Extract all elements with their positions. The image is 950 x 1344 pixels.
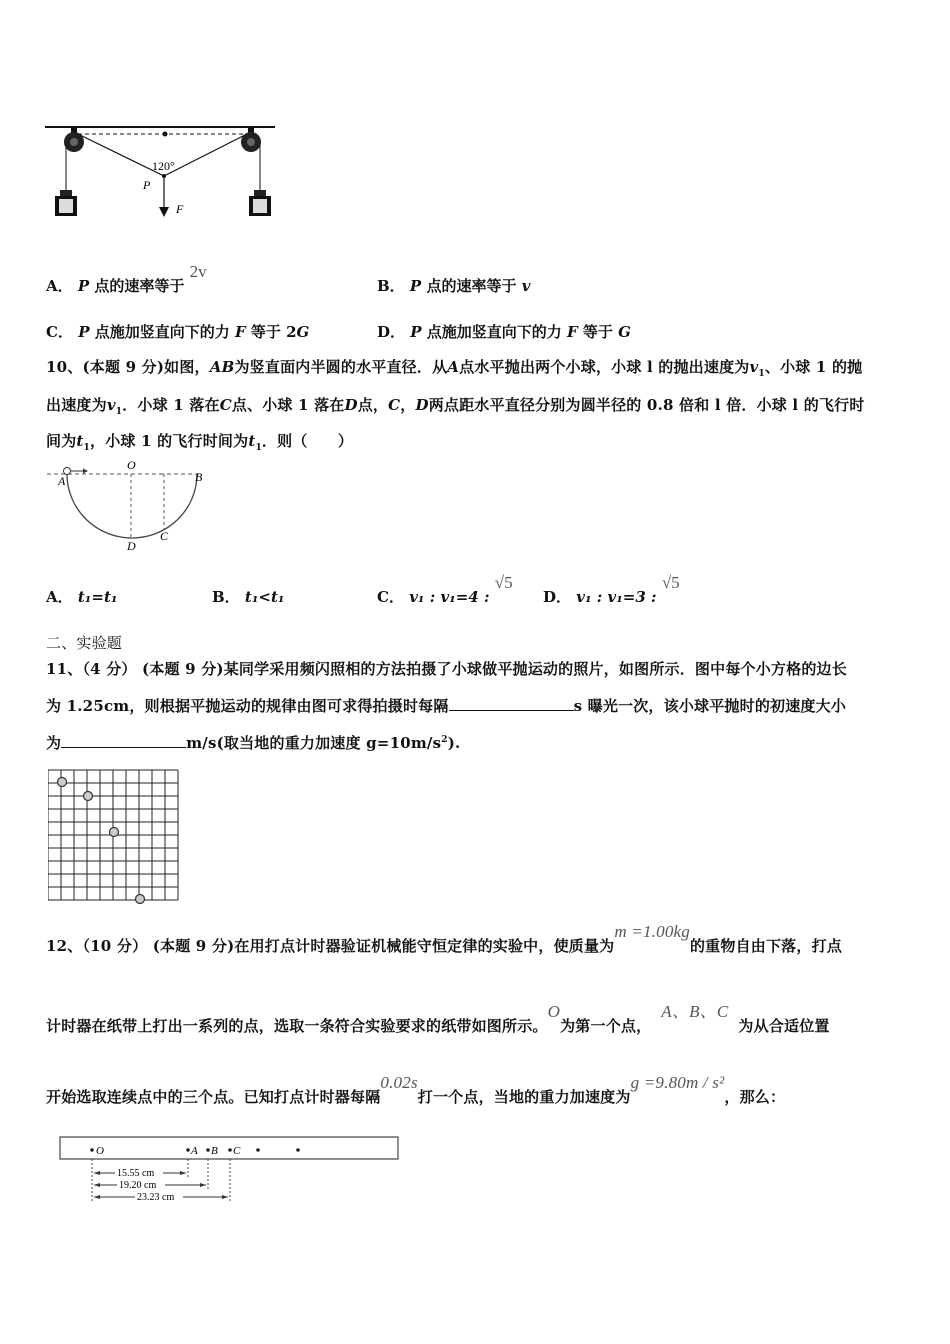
paper-tape-diagram (55, 1135, 405, 1205)
label-d: D (127, 539, 136, 553)
q12-text-line-1: 12、（10 分） (本题 9 分)在用打点计时器验证机械能守恒定律的实验中，使质量为m =1.00kg的重物自由下落，打点 (46, 922, 842, 955)
distance-oc: 23.23 cm (137, 1192, 175, 1203)
q11-text-line-2: 为 1.25cm，则根据平抛运动的规律由图可求得拍摄时每隔 s 曝光一次，该小球平抛时的初速度大小 (46, 697, 847, 715)
label-c: C (160, 529, 169, 543)
tape-point-c: C (233, 1145, 241, 1157)
section-title: 二、实验题 (46, 634, 123, 652)
grid-photo (48, 768, 180, 904)
label-o: O (127, 458, 136, 472)
force-f-label: F (176, 202, 184, 216)
q10-option-c[interactable]: C． v₁ : v₁=4 : √5 (377, 573, 513, 606)
tape-point-o: O (96, 1145, 104, 1157)
distance-oa: 15.55 cm (117, 1168, 155, 1179)
q12-text-line-3: 开始选取连续点中的三个点。已知打点计时器每隔0.02s打一个点，当地的重力加速度为g =9.80m / s²，那么： (46, 1073, 786, 1106)
q10-text-line-1: 10、(本题 9 分)如图，AB为竖直面内半圆的水平直径．从A点水平抛出两个小球，小球 l 的抛出速度为$v_1$、小球 1 的抛 (46, 358, 863, 379)
semicircle-diagram (45, 458, 220, 553)
q10-option-a[interactable]: A． t₁=t₁ (46, 588, 118, 606)
point-p-label: P (143, 178, 151, 192)
distance-ob: 19.20 cm (119, 1180, 157, 1191)
angle-label: 120° (152, 159, 175, 173)
q11-text-line-3: 为 m/s(取当地的重力加速度 $g=10m/s^2$). (46, 734, 461, 752)
q12-text-line-2: 计时器在纸带上打出一系列的点，选取一条符合实验要求的纸带如图所示。O为第一个点，A、B、C为从合适位置 (46, 1002, 830, 1035)
label-a: A (58, 474, 66, 488)
q9-option-d[interactable]: D． P 点施加竖直向下的力 F 等于 G (377, 323, 631, 341)
answer-blank-interval[interactable] (449, 696, 574, 711)
pulley-diagram (40, 110, 285, 225)
q9-option-b[interactable]: B． P 点的速率等于 v (377, 277, 531, 295)
tape-point-b: B (211, 1145, 218, 1157)
tape-point-a: A (191, 1145, 198, 1157)
label-b: B (195, 470, 203, 484)
answer-blank-velocity[interactable] (61, 733, 186, 748)
q10-option-b[interactable]: B． t₁<t₁ (212, 588, 285, 606)
q11-text-line-1: 11、（4 分） (本题 9 分)某同学采用频闪照相的方法拍摄了小球做平抛运动的照片，如图所示．图中每个小方格的边长 (46, 660, 847, 678)
q9-option-a[interactable]: A． P 点的速率等于 2v (46, 262, 207, 295)
q10-option-d[interactable]: D． v₁ : v₁=3 : √5 (543, 573, 680, 606)
q10-text-line-2: 出速度为$v_1$．小球 1 落在C点、小球 1 落在D点，C，D两点距水平直径分别为圆半径的 0.8 倍和 l 倍．小球 l 的飞行时 (46, 396, 865, 417)
q9-option-c[interactable]: C． P 点施加竖直向下的力 F 等于 2G (46, 323, 310, 341)
q10-text-line-3: 间为$t_1$，小球 1 的飞行时间为$t_1$．则（ ） (46, 432, 354, 453)
